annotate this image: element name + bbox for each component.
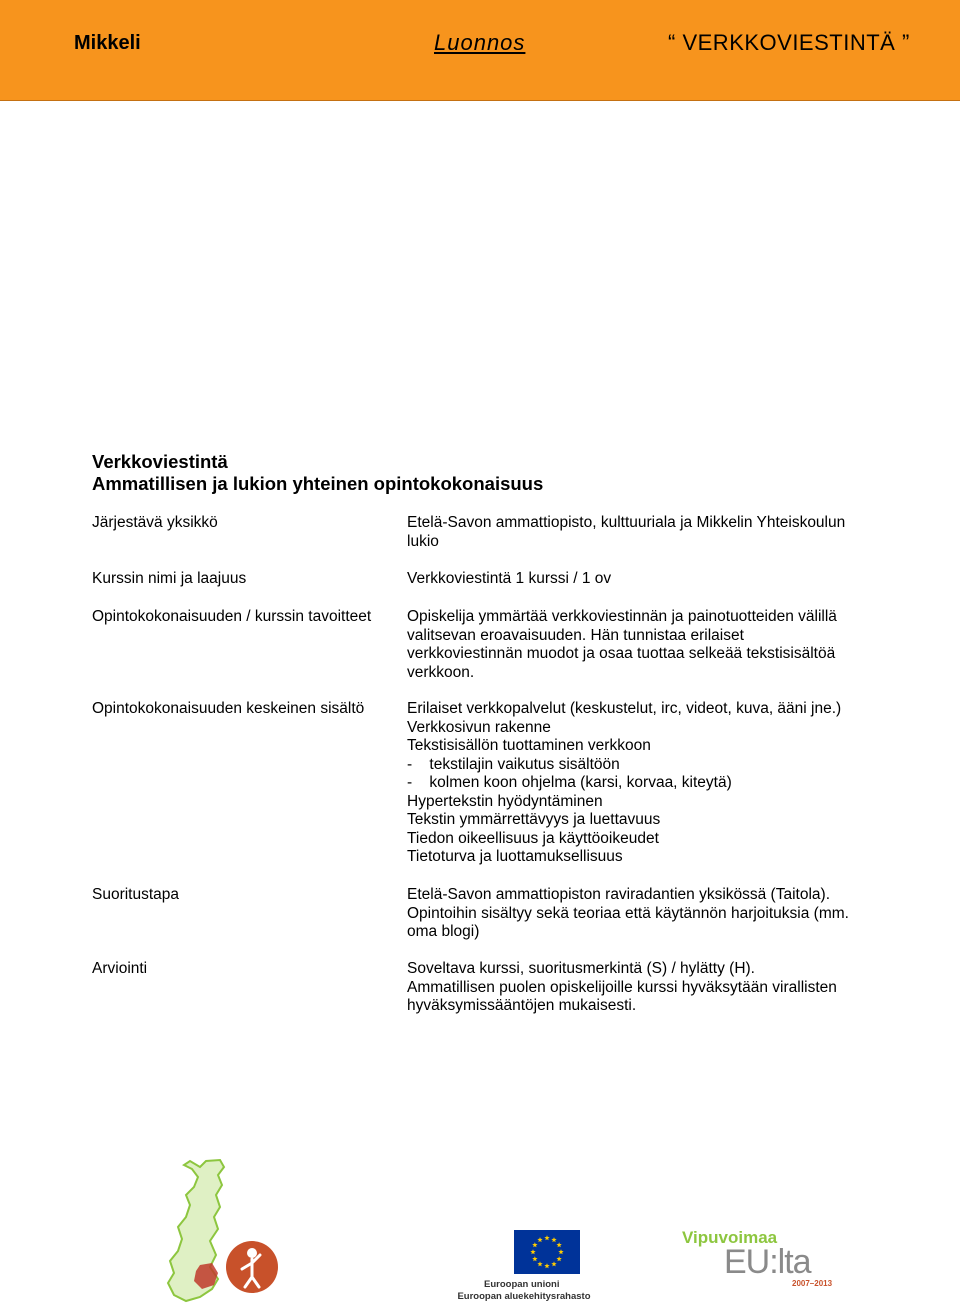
value-line: Opiskelija ymmärtää verkkoviestinnän ja painotuotteiden välillä (407, 608, 837, 625)
value-line: Verkkoviestintä 1 kurssi / 1 ov (407, 570, 612, 587)
header-draft-label: Luonnos (434, 30, 526, 55)
value-line: Etelä-Savon ammattiopisto, kulttuuriala ja Mikkelin Yhteiskoulun (407, 514, 846, 531)
value-line: Tietoturva ja luottamuksellisuus (407, 848, 623, 865)
vipuvoimaa-label: Vipuvoimaa (682, 1228, 778, 1247)
row-value-assessment (407, 960, 887, 1016)
row-value-course-name (407, 570, 887, 589)
value-line: oma blogi) (407, 923, 480, 940)
row-value-organizer (407, 514, 887, 551)
value-line: Verkkosivun rakenne (407, 718, 551, 736)
row-value-completion (407, 886, 887, 942)
row-label-organizer: Järjestävä yksikkö (92, 514, 218, 531)
finland-map-logo (160, 1155, 280, 1305)
value-line: Ammatillisen puolen opiskelijoille kurssi hyväksytään virallisten (407, 978, 837, 996)
row-label-assessment: Arviointi (92, 960, 148, 977)
header-document-name: “ VERKKOVIESTINTÄ ” (668, 30, 910, 55)
years-label: 2007–2013 (792, 1279, 833, 1288)
value-line: hyväksymissääntöjen mukaisesti. (407, 997, 637, 1014)
value-line: verkkoon. (407, 663, 475, 681)
value-line: - tekstilajin vaikutus sisältöön (407, 755, 620, 773)
finland-map-icon (160, 1155, 280, 1305)
eu-logo (457, 1225, 591, 1302)
value-line: Hypertekstin hyödyntäminen (407, 792, 603, 810)
row-label-completion: Suoritustapa (92, 886, 180, 903)
value-line: valitsevan eroavaisuuden. Hän tunnistaa erilaiset (407, 626, 744, 644)
eulta-label: EU:lta (724, 1243, 811, 1281)
eu-fund-label: Euroopan aluekehitysrahasto (457, 1291, 591, 1302)
value-line: lukio (407, 532, 439, 550)
document-title: Verkkoviestintä (92, 451, 228, 472)
value-line: Etelä-Savon ammattiopiston raviradantien yksikössä (Taitola). (407, 886, 830, 903)
eu-flag-icon (514, 1230, 580, 1274)
value-line: Tekstin ymmärrettävyys ja luettavuus (407, 811, 661, 828)
row-value-goals (407, 608, 887, 682)
document-subtitle: Ammatillisen ja lukion yhteinen opintokokonaisuus (92, 473, 544, 494)
row-label-goals: Opintokokonaisuuden / kurssin tavoitteet (92, 608, 372, 625)
eu-union-label: Euroopan unioni (484, 1279, 560, 1290)
vipuvoimaa-logo (680, 1225, 850, 1290)
value-line: Tekstisisällön tuottaminen verkkoon (407, 737, 651, 754)
row-label-course-name: Kurssin nimi ja laajuus (92, 570, 247, 587)
value-line: Soveltava kurssi, suoritusmerkintä (S) / hylätty (H). (407, 960, 755, 977)
header-location: Mikkeli (74, 32, 141, 54)
document-title-block (92, 451, 543, 495)
header-bar (0, 0, 960, 101)
value-line: Tiedon oikeellisuus ja käyttöoikeudet (407, 829, 659, 847)
value-line: - kolmen koon ohjelma (karsi, korvaa, kiteytä) (407, 774, 732, 791)
value-line: Erilaiset verkkopalvelut (keskustelut, irc, videot, kuva, ääni jne.) (407, 700, 842, 717)
value-line: verkkoviestinnän muodot ja osaa tuottaa selkeää tekstisisältöä (407, 645, 836, 662)
row-label-content: Opintokokonaisuuden keskeinen sisältö (92, 700, 365, 717)
value-line: Opintoihin sisältyy sekä teoriaa että käytännön harjoituksia (mm. (407, 904, 849, 922)
row-value-content (407, 700, 887, 867)
